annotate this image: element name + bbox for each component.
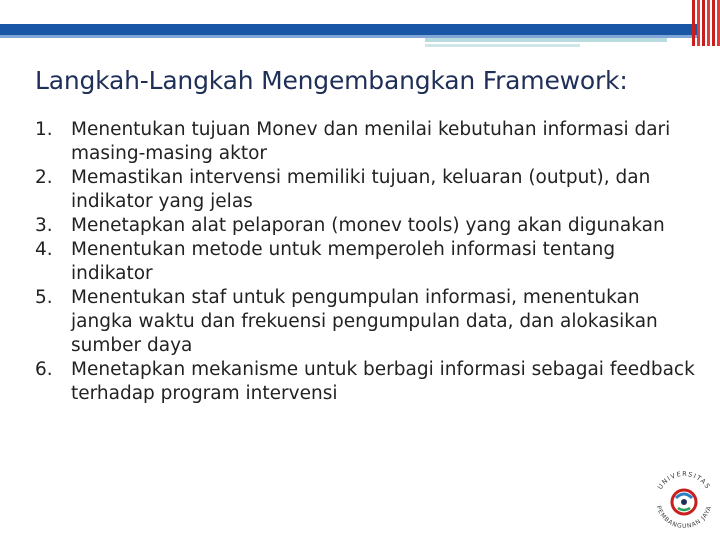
- item-text: Menentukan staf untuk pengumpulan informasi, menentukan jangka waktu dan frekuensi pengumpulan data, dan alokasikan sumber daya: [71, 287, 658, 356]
- header-blue-bar: [0, 24, 700, 35]
- item-text: Menentukan metode untuk memperoleh informasi tentang indikator: [71, 239, 616, 284]
- item-text: Menetapkan mekanisme untuk berbagi informasi sebagai feedback terhadap program intervensi: [71, 359, 695, 404]
- list-item: [35, 238, 695, 286]
- svg-text:UNIVERSITAS: UNIVERSITAS: [655, 469, 713, 491]
- header-band: [0, 0, 720, 46]
- item-number: 5.: [35, 287, 53, 308]
- slide-title: Langkah-Langkah Mengembangkan Framework:: [35, 66, 628, 95]
- item-number: 4.: [35, 239, 53, 260]
- list-item: [35, 118, 695, 166]
- item-text: Menentukan tujuan Monev dan menilai kebutuhan informasi dari masing-masing aktor: [71, 119, 671, 164]
- item-number: 6.: [35, 359, 53, 380]
- list-item: [35, 214, 695, 238]
- list-item: [35, 166, 695, 214]
- item-number: 3.: [35, 215, 53, 236]
- header-teal-accent-small: [425, 44, 580, 47]
- header-teal-accent: [425, 38, 667, 42]
- university-seal-icon: [648, 462, 720, 534]
- svg-text:PEMBANGUNAN JAYA: PEMBANGUNAN JAYA: [654, 504, 714, 531]
- item-text: Memastikan intervensi memiliki tujuan, keluaran (output), dan indikator yang jelas: [71, 167, 651, 212]
- item-number: 2.: [35, 167, 53, 188]
- item-number: 1.: [35, 119, 53, 140]
- list-item: [35, 286, 695, 358]
- list-item: [35, 358, 695, 406]
- steps-list: [35, 118, 695, 406]
- item-text: Menetapkan alat pelaporan (monev tools) yang akan digunakan: [71, 215, 665, 236]
- red-stripes-decoration: [692, 0, 720, 46]
